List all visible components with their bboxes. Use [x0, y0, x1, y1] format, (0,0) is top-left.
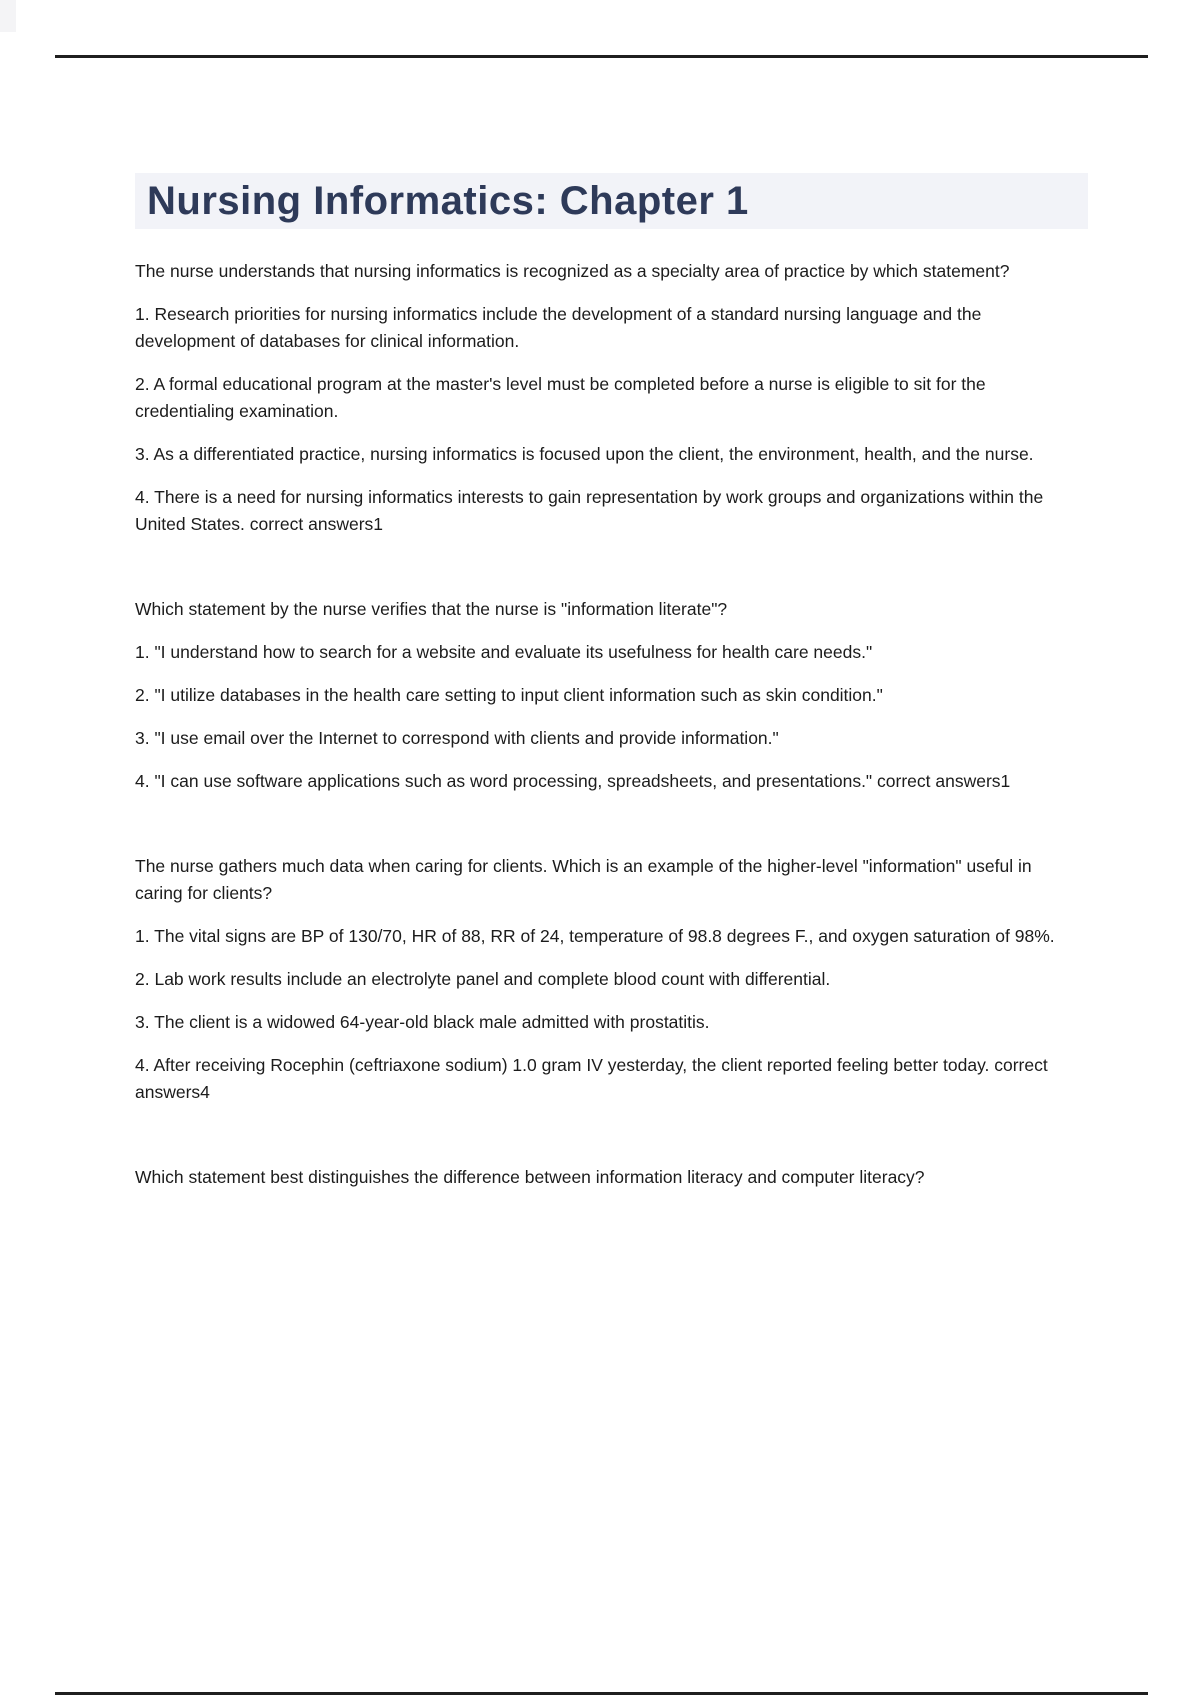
document-title-block: [135, 146, 1088, 256]
question-text: Which statement by the nurse verifies that the nurse is "information literate"?: [135, 599, 728, 619]
page-title: Nursing Informatics: Chapter 1: [135, 173, 1088, 229]
question-block: [135, 596, 1067, 795]
answer-option: 1. "I understand how to search for a website and evaluate its usefulness for health care needs.": [135, 642, 873, 662]
answer-option: 3. "I use email over the Internet to correspond with clients and provide information.": [135, 728, 779, 748]
answer-option: 3. The client is a widowed 64-year-old black male admitted with prostatitis.: [135, 1012, 710, 1032]
answer-option: 1. The vital signs are BP of 130/70, HR of 88, RR of 24, temperature of 98.8 degrees F., and oxygen saturation of 98%.: [135, 926, 1055, 946]
page-corner-artifact: [0, 0, 16, 32]
question-text: Which statement best distinguishes the difference between information literacy and computer literacy?: [135, 1167, 925, 1187]
question-block: [135, 258, 1067, 538]
question-block: [135, 1164, 1067, 1191]
document-body: [135, 258, 1067, 1191]
question-text: The nurse understands that nursing informatics is recognized as a specialty area of practice by which statement?: [135, 261, 1010, 281]
top-rule: [55, 55, 1148, 58]
question-text: The nurse gathers much data when caring for clients. Which is an example of the higher-level "information" useful in caring for clients?: [135, 856, 1032, 903]
answer-option: 3. As a differentiated practice, nursing informatics is focused upon the client, the environment, health, and the nurse.: [135, 444, 1034, 464]
answer-option: 4. "I can use software applications such as word processing, spreadsheets, and presentations." correct answers1: [135, 771, 1011, 791]
bottom-rule: [55, 1692, 1148, 1695]
answer-option: 2. Lab work results include an electrolyte panel and complete blood count with differential.: [135, 969, 831, 989]
question-block: [135, 853, 1067, 1106]
answer-option: 4. There is a need for nursing informatics interests to gain representation by work groups and organizations within the United States. correct answers1: [135, 487, 1044, 534]
answer-option: 4. After receiving Rocephin (ceftriaxone sodium) 1.0 gram IV yesterday, the client reported feeling better today. correct answers4: [135, 1055, 1048, 1102]
answer-option: 2. A formal educational program at the master's level must be completed before a nurse is eligible to sit for the credentialing examination.: [135, 374, 986, 421]
answer-option: 1. Research priorities for nursing informatics include the development of a standard nursing language and the development of databases for clinical information.: [135, 304, 982, 351]
answer-option: 2. "I utilize databases in the health care setting to input client information such as skin condition.": [135, 685, 883, 705]
